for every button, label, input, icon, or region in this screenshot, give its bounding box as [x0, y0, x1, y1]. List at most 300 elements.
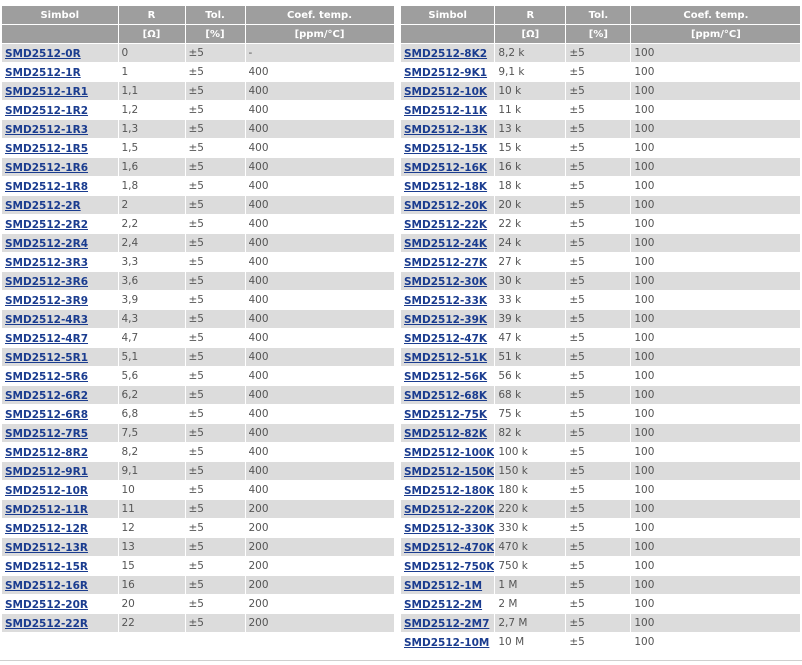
tolerance-cell: ±5: [566, 462, 631, 481]
table-row: [401, 348, 801, 367]
tolerance-cell: ±5: [566, 614, 631, 633]
symbol-cell: [401, 576, 495, 595]
table-row: [401, 481, 801, 500]
table-row: [2, 120, 394, 139]
product-link[interactable]: SMD2512-11R: [5, 503, 89, 516]
resistance-cell: 13: [118, 538, 185, 557]
temp-coef-cell: 400: [245, 310, 394, 329]
symbol-cell: [2, 253, 118, 272]
temp-coef-cell: 200: [245, 576, 394, 595]
resistance-cell: 1,8: [118, 177, 185, 196]
product-link[interactable]: SMD2512-5R1: [5, 351, 89, 364]
resistance-cell: 15: [118, 557, 185, 576]
symbol-cell: [401, 253, 495, 272]
temp-coef-cell: 200: [245, 519, 394, 538]
table-body-right: [401, 44, 801, 652]
table-row: [2, 367, 394, 386]
resistance-cell: 20: [118, 595, 185, 614]
temp-coef-cell: 400: [245, 405, 394, 424]
table-row: [2, 291, 394, 310]
symbol-cell: [401, 595, 495, 614]
tolerance-cell: ±5: [185, 443, 245, 462]
table-row: [401, 576, 801, 595]
table-row: [401, 272, 801, 291]
tolerance-cell: ±5: [185, 481, 245, 500]
product-link[interactable]: SMD2512-15K: [404, 142, 488, 155]
tolerance-cell: ±5: [185, 196, 245, 215]
product-link[interactable]: SMD2512-1R3: [5, 123, 89, 136]
table-row: [2, 272, 394, 291]
product-link[interactable]: SMD2512-8R2: [5, 446, 89, 459]
table-row: [401, 405, 801, 424]
table-row: [401, 386, 801, 405]
product-link[interactable]: SMD2512-20K: [404, 199, 488, 212]
resistance-cell: 1,5: [118, 139, 185, 158]
resistance-cell: 6,2: [118, 386, 185, 405]
table-row: [2, 177, 394, 196]
temp-coef-cell: 100: [631, 576, 801, 595]
table-row: [2, 348, 394, 367]
resistance-cell: 16: [118, 576, 185, 595]
product-link[interactable]: SMD2512-8K2: [404, 47, 488, 60]
product-link[interactable]: SMD2512-470K: [404, 541, 495, 554]
temp-coef-cell: 100: [631, 82, 801, 101]
tolerance-cell: ±5: [566, 291, 631, 310]
product-link[interactable]: SMD2512-4R3: [5, 313, 89, 326]
symbol-cell: [2, 310, 118, 329]
symbol-cell: [401, 614, 495, 633]
temp-coef-cell: 100: [631, 101, 801, 120]
tolerance-cell: ±5: [566, 196, 631, 215]
table-row: [401, 633, 801, 652]
table-row: [2, 44, 394, 63]
symbol-cell: [401, 158, 495, 177]
tolerance-cell: ±5: [566, 253, 631, 272]
table-row: [401, 291, 801, 310]
symbol-cell: [2, 405, 118, 424]
table-row: [401, 177, 801, 196]
product-link[interactable]: SMD2512-22R: [5, 617, 89, 630]
header-resistance: R: [118, 6, 185, 25]
product-link[interactable]: SMD2512-1R8: [5, 180, 89, 193]
product-link[interactable]: SMD2512-16R: [5, 579, 89, 592]
symbol-cell: [401, 481, 495, 500]
tolerance-cell: ±5: [185, 614, 245, 633]
product-link[interactable]: SMD2512-13K: [404, 123, 488, 136]
product-link[interactable]: SMD2512-18K: [404, 180, 488, 193]
temp-coef-cell: 400: [245, 63, 394, 82]
temp-coef-cell: 100: [631, 367, 801, 386]
table-row: [2, 538, 394, 557]
temp-coef-cell: 100: [631, 614, 801, 633]
table-row: [401, 614, 801, 633]
product-link[interactable]: SMD2512-24K: [404, 237, 488, 250]
header-symbol-unit: [401, 25, 495, 44]
resistance-cell: 51 k: [495, 348, 566, 367]
symbol-cell: [401, 310, 495, 329]
product-link[interactable]: SMD2512-56K: [404, 370, 488, 383]
product-link[interactable]: SMD2512-10K: [404, 85, 488, 98]
table-row: [401, 367, 801, 386]
product-link[interactable]: SMD2512-47K: [404, 332, 488, 345]
resistance-cell: 1,1: [118, 82, 185, 101]
tolerance-cell: ±5: [185, 386, 245, 405]
symbol-cell: [401, 557, 495, 576]
product-link[interactable]: SMD2512-3R6: [5, 275, 89, 288]
symbol-cell: [2, 595, 118, 614]
resistance-cell: 15 k: [495, 139, 566, 158]
resistance-cell: 10 k: [495, 82, 566, 101]
tolerance-cell: ±5: [185, 44, 245, 63]
product-link[interactable]: SMD2512-20R: [5, 598, 89, 611]
table-row: [401, 120, 801, 139]
tolerance-cell: ±5: [185, 120, 245, 139]
product-link[interactable]: SMD2512-2R4: [5, 237, 89, 250]
resistance-cell: 27 k: [495, 253, 566, 272]
table-row: [2, 386, 394, 405]
temp-coef-cell: 100: [631, 500, 801, 519]
tolerance-cell: ±5: [185, 310, 245, 329]
temp-coef-cell: 100: [631, 595, 801, 614]
temp-coef-cell: 100: [631, 291, 801, 310]
table-row: [2, 614, 394, 633]
resistance-cell: 3,9: [118, 291, 185, 310]
tolerance-cell: ±5: [185, 177, 245, 196]
product-link[interactable]: SMD2512-12R: [5, 522, 89, 535]
tolerance-cell: ±5: [566, 500, 631, 519]
product-link[interactable]: SMD2512-22K: [404, 218, 488, 231]
symbol-cell: [401, 386, 495, 405]
table-row: [401, 234, 801, 253]
temp-coef-cell: 200: [245, 614, 394, 633]
table-row: [401, 44, 801, 63]
symbol-cell: [401, 538, 495, 557]
table-row: [2, 424, 394, 443]
table-row: [2, 234, 394, 253]
resistance-cell: 12: [118, 519, 185, 538]
product-link[interactable]: SMD2512-30K: [404, 275, 488, 288]
product-link[interactable]: SMD2512-1M: [404, 579, 483, 592]
tolerance-cell: ±5: [185, 101, 245, 120]
resistance-cell: 3,6: [118, 272, 185, 291]
resistance-cell: 56 k: [495, 367, 566, 386]
product-link[interactable]: SMD2512-150K: [404, 465, 495, 478]
resistance-cell: 75 k: [495, 405, 566, 424]
product-link[interactable]: SMD2512-6R2: [5, 389, 89, 402]
header-tolerance: Tol.: [566, 6, 631, 25]
resistance-cell: 180 k: [495, 481, 566, 500]
symbol-cell: [401, 500, 495, 519]
product-link[interactable]: SMD2512-75K: [404, 408, 488, 421]
header-resistance-unit: [Ω]: [495, 25, 566, 44]
header-tolerance-unit: [%]: [566, 25, 631, 44]
product-link[interactable]: SMD2512-27K: [404, 256, 488, 269]
product-link[interactable]: SMD2512-82K: [404, 427, 488, 440]
symbol-cell: [2, 481, 118, 500]
resistance-cell: 18 k: [495, 177, 566, 196]
product-link[interactable]: SMD2512-5R6: [5, 370, 89, 383]
table-row: [2, 405, 394, 424]
product-link[interactable]: SMD2512-1R1: [5, 85, 89, 98]
resistance-cell: 11 k: [495, 101, 566, 120]
resistance-cell: 10: [118, 481, 185, 500]
temp-coef-cell: 200: [245, 500, 394, 519]
product-link[interactable]: SMD2512-220K: [404, 503, 495, 516]
tolerance-cell: ±5: [185, 424, 245, 443]
resistance-cell: 470 k: [495, 538, 566, 557]
temp-coef-cell: 100: [631, 462, 801, 481]
resistance-cell: 68 k: [495, 386, 566, 405]
temp-coef-cell: 400: [245, 367, 394, 386]
tolerance-cell: ±5: [566, 481, 631, 500]
header-resistance-unit: [Ω]: [118, 25, 185, 44]
table-row: [2, 500, 394, 519]
table-row: [2, 253, 394, 272]
table-row: [401, 253, 801, 272]
tolerance-cell: ±5: [185, 462, 245, 481]
tolerance-cell: ±5: [566, 576, 631, 595]
symbol-cell: [2, 44, 118, 63]
product-link[interactable]: SMD2512-16K: [404, 161, 488, 174]
product-link[interactable]: SMD2512-2M: [404, 598, 483, 611]
resistance-cell: 1 M: [495, 576, 566, 595]
product-link[interactable]: SMD2512-100K: [404, 446, 495, 459]
product-link[interactable]: SMD2512-2M7: [404, 617, 490, 630]
tolerance-cell: ±5: [566, 177, 631, 196]
symbol-cell: [2, 348, 118, 367]
tolerance-cell: ±5: [185, 557, 245, 576]
resistance-cell: 5,6: [118, 367, 185, 386]
tolerance-cell: ±5: [566, 633, 631, 652]
product-link[interactable]: SMD2512-750K: [404, 560, 495, 573]
header-tolerance-unit: [%]: [185, 25, 245, 44]
temp-coef-cell: 100: [631, 215, 801, 234]
tolerance-cell: ±5: [185, 367, 245, 386]
symbol-cell: [2, 329, 118, 348]
resistance-cell: 2 M: [495, 595, 566, 614]
symbol-cell: [401, 367, 495, 386]
tolerance-cell: ±5: [185, 329, 245, 348]
table-row: [401, 158, 801, 177]
symbol-cell: [2, 519, 118, 538]
symbol-cell: [401, 234, 495, 253]
header-resistance: R: [495, 6, 566, 25]
resistance-cell: 3,3: [118, 253, 185, 272]
table-row: [401, 595, 801, 614]
product-link[interactable]: SMD2512-9K1: [404, 66, 488, 79]
temp-coef-cell: 100: [631, 443, 801, 462]
symbol-cell: [401, 215, 495, 234]
symbol-cell: [2, 386, 118, 405]
temp-coef-cell: 100: [631, 633, 801, 652]
temp-coef-cell: 100: [631, 557, 801, 576]
symbol-cell: [401, 139, 495, 158]
temp-coef-cell: 100: [631, 310, 801, 329]
resistance-cell: 39 k: [495, 310, 566, 329]
tolerance-cell: ±5: [566, 386, 631, 405]
product-link[interactable]: SMD2512-6R8: [5, 408, 89, 421]
product-link[interactable]: SMD2512-1R5: [5, 142, 89, 155]
temp-coef-cell: 100: [631, 44, 801, 63]
temp-coef-cell: 100: [631, 272, 801, 291]
table-row: [401, 139, 801, 158]
resistance-cell: 7,5: [118, 424, 185, 443]
temp-coef-cell: 400: [245, 215, 394, 234]
product-link[interactable]: SMD2512-39K: [404, 313, 488, 326]
product-link[interactable]: SMD2512-51K: [404, 351, 488, 364]
product-link[interactable]: SMD2512-68K: [404, 389, 488, 402]
product-link[interactable]: SMD2512-13R: [5, 541, 89, 554]
product-link[interactable]: SMD2512-3R3: [5, 256, 89, 269]
product-link[interactable]: SMD2512-180K: [404, 484, 495, 497]
temp-coef-cell: 400: [245, 291, 394, 310]
product-link[interactable]: SMD2512-10M: [404, 636, 490, 649]
tolerance-cell: ±5: [566, 158, 631, 177]
temp-coef-cell: 100: [631, 177, 801, 196]
temp-coef-cell: 400: [245, 158, 394, 177]
symbol-cell: [2, 500, 118, 519]
symbol-cell: [401, 633, 495, 652]
table-row: [401, 443, 801, 462]
table-row: [2, 481, 394, 500]
table-row: [2, 443, 394, 462]
table-row: [2, 576, 394, 595]
tolerance-cell: ±5: [566, 120, 631, 139]
bottom-divider: [0, 660, 802, 661]
product-link[interactable]: SMD2512-2R2: [5, 218, 89, 231]
tolerance-cell: ±5: [566, 44, 631, 63]
product-link[interactable]: SMD2512-1R2: [5, 104, 89, 117]
symbol-cell: [401, 405, 495, 424]
temp-coef-cell: 100: [631, 253, 801, 272]
symbol-cell: [2, 538, 118, 557]
table-row: [2, 595, 394, 614]
symbol-cell: [2, 443, 118, 462]
tolerance-cell: ±5: [185, 576, 245, 595]
resistance-cell: 750 k: [495, 557, 566, 576]
tolerance-cell: ±5: [566, 405, 631, 424]
table-row: [401, 557, 801, 576]
symbol-cell: [401, 177, 495, 196]
tolerance-cell: ±5: [566, 272, 631, 291]
temp-coef-cell: 400: [245, 82, 394, 101]
resistance-cell: 1,6: [118, 158, 185, 177]
tolerance-cell: ±5: [566, 139, 631, 158]
resistance-cell: 13 k: [495, 120, 566, 139]
symbol-cell: [2, 614, 118, 633]
tolerance-cell: ±5: [566, 348, 631, 367]
temp-coef-cell: 100: [631, 386, 801, 405]
symbol-cell: [2, 557, 118, 576]
tolerance-cell: ±5: [566, 367, 631, 386]
header-temp-coef: Coef. temp.: [245, 6, 394, 25]
product-link[interactable]: SMD2512-7R5: [5, 427, 89, 440]
product-link[interactable]: SMD2512-11K: [404, 104, 488, 117]
product-link[interactable]: SMD2512-1R: [5, 66, 81, 79]
product-link[interactable]: SMD2512-0R: [5, 47, 81, 60]
table-body-left: [2, 44, 394, 633]
resistance-cell: 47 k: [495, 329, 566, 348]
tolerance-cell: ±5: [185, 82, 245, 101]
resistance-cell: 150 k: [495, 462, 566, 481]
product-link[interactable]: SMD2512-3R9: [5, 294, 89, 307]
temp-coef-cell: 400: [245, 234, 394, 253]
table-row: [401, 538, 801, 557]
resistance-cell: 16 k: [495, 158, 566, 177]
temp-coef-cell: 400: [245, 139, 394, 158]
header-temp-coef-unit: [ppm/°C]: [245, 25, 394, 44]
resistance-cell: 1,3: [118, 120, 185, 139]
temp-coef-cell: 400: [245, 329, 394, 348]
product-link[interactable]: SMD2512-15R: [5, 560, 89, 573]
symbol-cell: [2, 291, 118, 310]
resistance-cell: 4,7: [118, 329, 185, 348]
symbol-cell: [401, 44, 495, 63]
symbol-cell: [401, 196, 495, 215]
table-row: [401, 329, 801, 348]
symbol-cell: [2, 196, 118, 215]
product-link[interactable]: SMD2512-4R7: [5, 332, 89, 345]
temp-coef-cell: 200: [245, 538, 394, 557]
symbol-cell: [2, 272, 118, 291]
symbol-cell: [401, 63, 495, 82]
temp-coef-cell: 200: [245, 557, 394, 576]
table-row: [401, 519, 801, 538]
temp-coef-cell: 200: [245, 595, 394, 614]
temp-coef-cell: 100: [631, 139, 801, 158]
temp-coef-cell: 100: [631, 481, 801, 500]
tolerance-cell: ±5: [185, 139, 245, 158]
product-link[interactable]: SMD2512-9R1: [5, 465, 89, 478]
resistance-cell: 10 M: [495, 633, 566, 652]
product-link[interactable]: SMD2512-10R: [5, 484, 89, 497]
resistance-cell: 20 k: [495, 196, 566, 215]
symbol-cell: [401, 462, 495, 481]
resistance-cell: 33 k: [495, 291, 566, 310]
resistance-cell: 6,8: [118, 405, 185, 424]
symbol-cell: [401, 443, 495, 462]
table-row: [2, 215, 394, 234]
product-link[interactable]: SMD2512-1R6: [5, 161, 89, 174]
tolerance-cell: ±5: [185, 158, 245, 177]
tolerance-cell: ±5: [566, 329, 631, 348]
resistance-cell: 2,4: [118, 234, 185, 253]
symbol-cell: [401, 348, 495, 367]
symbol-cell: [2, 367, 118, 386]
symbol-cell: [2, 424, 118, 443]
tolerance-cell: ±5: [185, 63, 245, 82]
product-link[interactable]: SMD2512-330K: [404, 522, 495, 535]
tolerance-cell: ±5: [185, 500, 245, 519]
table-row: [2, 196, 394, 215]
symbol-cell: [2, 82, 118, 101]
resistor-table-left: [2, 6, 395, 633]
tolerance-cell: ±5: [566, 557, 631, 576]
tolerance-cell: ±5: [185, 348, 245, 367]
symbol-cell: [401, 272, 495, 291]
tolerance-cell: ±5: [566, 443, 631, 462]
product-link[interactable]: SMD2512-2R: [5, 199, 81, 212]
resistance-cell: 5,1: [118, 348, 185, 367]
resistance-cell: 8,2: [118, 443, 185, 462]
product-link[interactable]: SMD2512-33K: [404, 294, 488, 307]
temp-coef-cell: 400: [245, 272, 394, 291]
table-row: [401, 196, 801, 215]
temp-coef-cell: 100: [631, 158, 801, 177]
symbol-cell: [401, 120, 495, 139]
symbol-cell: [2, 576, 118, 595]
temp-coef-cell: 400: [245, 196, 394, 215]
